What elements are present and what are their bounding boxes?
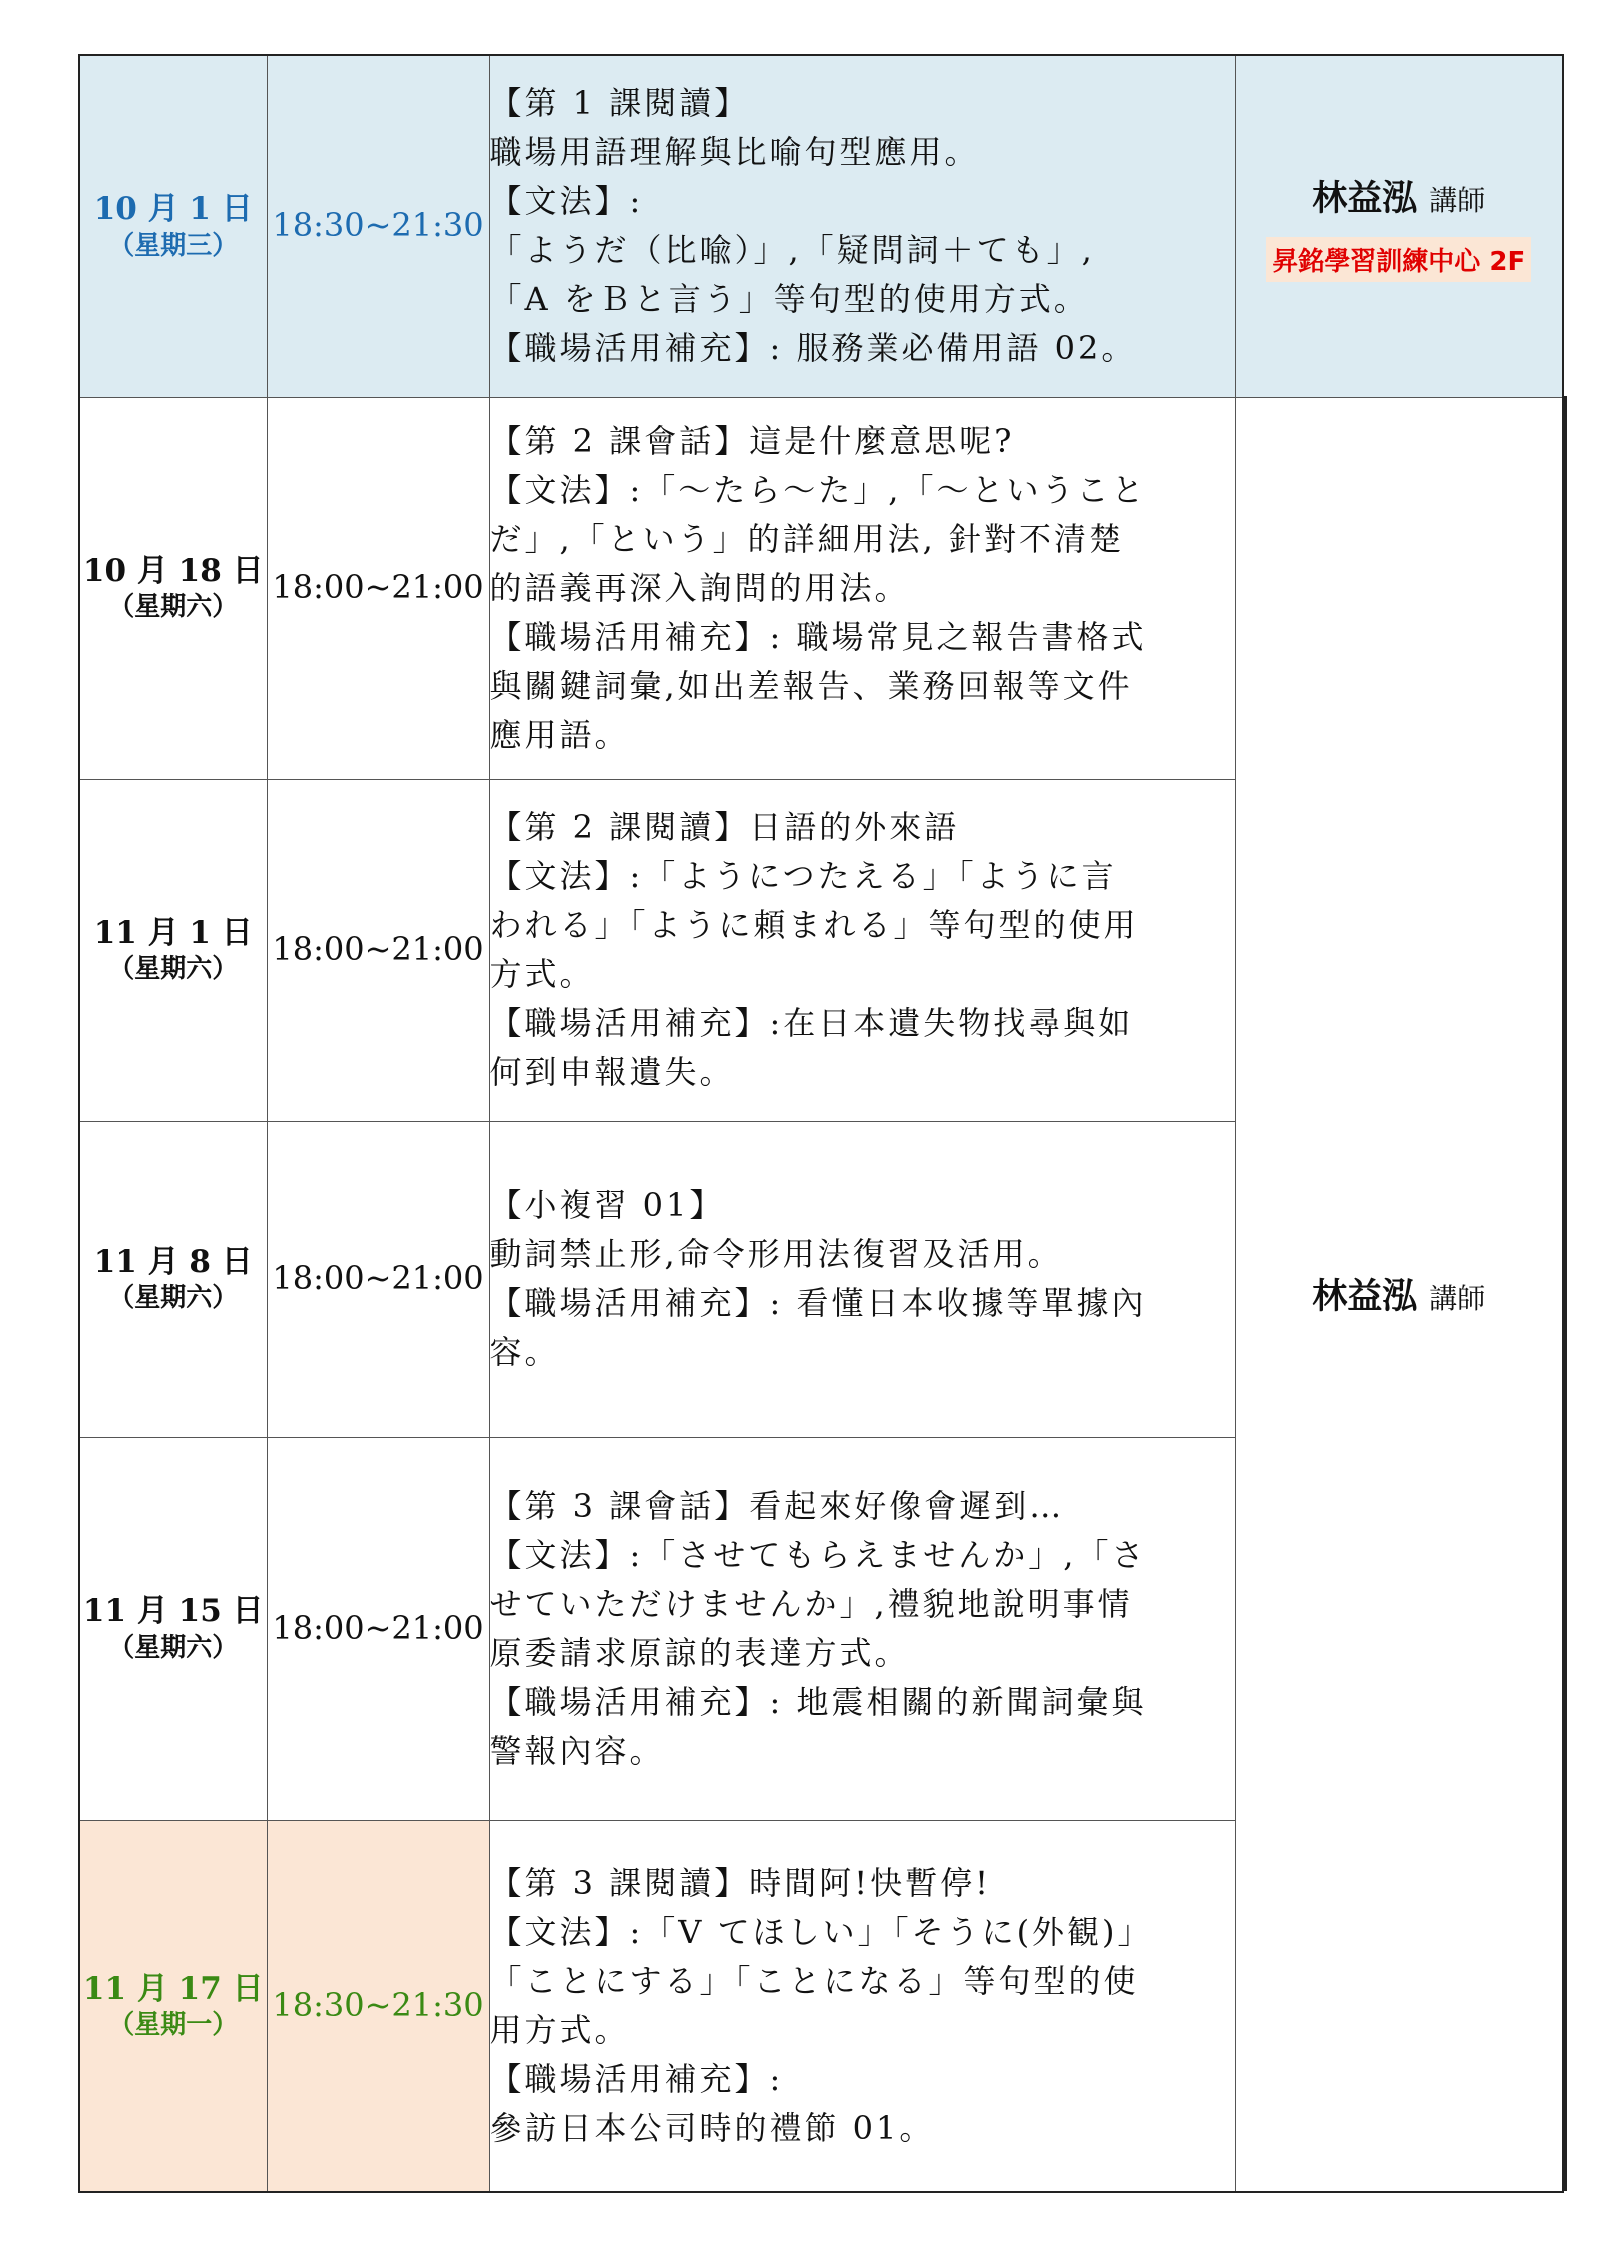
content-line: 的語義再深入詢問的用法。 [489, 568, 910, 607]
content-line: 【職場活用補充】: 服務業必備用語 02。 [489, 329, 1137, 368]
content-line: 「ようだ（比喩）」,「疑問詞＋ても」, [489, 231, 1095, 270]
session-date: 10 月 18 日 [82, 552, 264, 589]
content-line: 【職場活用補充】: 職場常見之報告書格式 [489, 617, 1147, 656]
content-line: だ」,「という」的詳細用法, 針對不清楚 [489, 519, 1125, 558]
date-cell [79, 779, 267, 1121]
session-weekday: （星期六） [108, 1632, 239, 1663]
content-line: 方式。 [489, 955, 595, 993]
content-line: 容。 [489, 1333, 560, 1371]
content-line: 何到申報遺失。 [489, 1053, 735, 1091]
content-line: 【文法】:「させてもらえませんか」,「さ [489, 1535, 1147, 1574]
content-line: 【職場活用補充】: [489, 2059, 784, 2098]
course-schedule-table [78, 54, 1564, 2193]
session-date: 11 月 17 日 [82, 1970, 264, 2007]
content-line: 【第 2 課閱讀】日語的外來語 [489, 808, 960, 846]
content-line: 參訪日本公司時的禮節 01。 [489, 2108, 935, 2147]
time-cell [267, 1437, 489, 1820]
content-cell [489, 1437, 1235, 1820]
content-cell [489, 1820, 1235, 2192]
content-line: 職場用語理解與比喻句型應用。 [489, 133, 980, 172]
content-line: 【第 1 課閱讀】 [489, 84, 750, 123]
session-time: 18:30~21:30 [272, 206, 484, 245]
content-line: 警報內容。 [489, 1731, 665, 1770]
content-line: 「ことにする」「ことになる」等句型的使 [489, 1961, 1139, 2000]
content-line: 應用語。 [489, 715, 630, 754]
session-time: 18:00~21:00 [272, 1608, 484, 1647]
session-date: 10 月 1 日 [93, 191, 253, 228]
session-weekday: （星期一） [108, 2010, 239, 2040]
content-line: 【文法】: [489, 182, 644, 221]
location-badge: 昇銘學習訓練中心 2F [1266, 237, 1531, 282]
content-line: 【文法】:「ようにつたえる」「ように言 [489, 857, 1117, 895]
session-time: 18:00~21:00 [272, 1259, 484, 1298]
instructor-title: 講師 [1429, 1282, 1486, 1316]
content-cell [489, 397, 1235, 779]
content-line: 「A をＢと言う」等句型的使用方式。 [489, 280, 1089, 319]
content-line: 【第 3 課會話】看起來好像會遲到… [489, 1486, 1065, 1525]
content-line: 與關鍵詞彙,如出差報告、業務回報等文件 [489, 666, 1133, 705]
session-time: 18:00~21:00 [272, 568, 484, 607]
table-row [79, 397, 1563, 779]
date-cell [79, 1820, 267, 2192]
time-cell [267, 779, 489, 1121]
content-line: 【職場活用補充】: 地震相關的新聞詞彙與 [489, 1682, 1147, 1721]
content-cell [489, 779, 1235, 1121]
date-cell [79, 1121, 267, 1437]
content-line: 【職場活用補充】: 看懂日本收據等單據內 [489, 1284, 1147, 1322]
content-line: われる」「ように頼まれる」等句型的使用 [489, 906, 1139, 944]
session-date: 11 月 8 日 [93, 1243, 253, 1280]
session-date: 11 月 1 日 [93, 914, 253, 951]
session-weekday: （星期六） [108, 954, 239, 985]
content-line: 用方式。 [489, 2010, 630, 2049]
content-line: 【第 3 課閱讀】時間阿!快暫停! [489, 1863, 991, 1902]
time-cell [267, 397, 489, 779]
instructor-cell-merged [1235, 397, 1563, 2192]
date-cell [79, 55, 267, 397]
time-cell [267, 55, 489, 397]
session-date: 11 月 15 日 [82, 1593, 264, 1630]
content-line: 【文法】:「V てほしい」「そうに(外観)」 [489, 1912, 1153, 1951]
session-time: 18:00~21:00 [272, 930, 484, 969]
content-line: せていただけませんか」,禮貌地說明事情 [489, 1584, 1133, 1623]
content-line: 【小複習 01】 [489, 1186, 725, 1224]
session-weekday: （星期三） [108, 230, 239, 261]
instructor-name: 林益泓 [1312, 178, 1418, 219]
content-cell [489, 55, 1235, 397]
content-line: 原委請求原諒的表達方式。 [489, 1633, 910, 1672]
table-row [79, 55, 1563, 397]
instructor-cell [1235, 55, 1563, 397]
session-weekday: （星期六） [108, 1283, 239, 1314]
content-line: 【職場活用補充】:在日本遺失物找尋與如 [489, 1004, 1134, 1042]
instructor-name: 林益泓 [1312, 1277, 1418, 1318]
table-right-border-shadow [1562, 396, 1567, 2191]
time-cell [267, 1820, 489, 2192]
date-cell [79, 397, 267, 779]
date-cell [79, 1437, 267, 1820]
time-cell [267, 1121, 489, 1437]
instructor-title: 講師 [1429, 183, 1486, 217]
content-line: 【文法】:「～たら～た」,「～ということ [489, 470, 1147, 509]
session-time: 18:30~21:30 [272, 1985, 484, 2024]
content-cell [489, 1121, 1235, 1437]
content-line: 【第 2 課會話】這是什麼意思呢? [489, 421, 1015, 460]
session-weekday: （星期六） [108, 592, 239, 623]
content-line: 動詞禁止形,命令形用法復習及活用。 [489, 1235, 1063, 1273]
